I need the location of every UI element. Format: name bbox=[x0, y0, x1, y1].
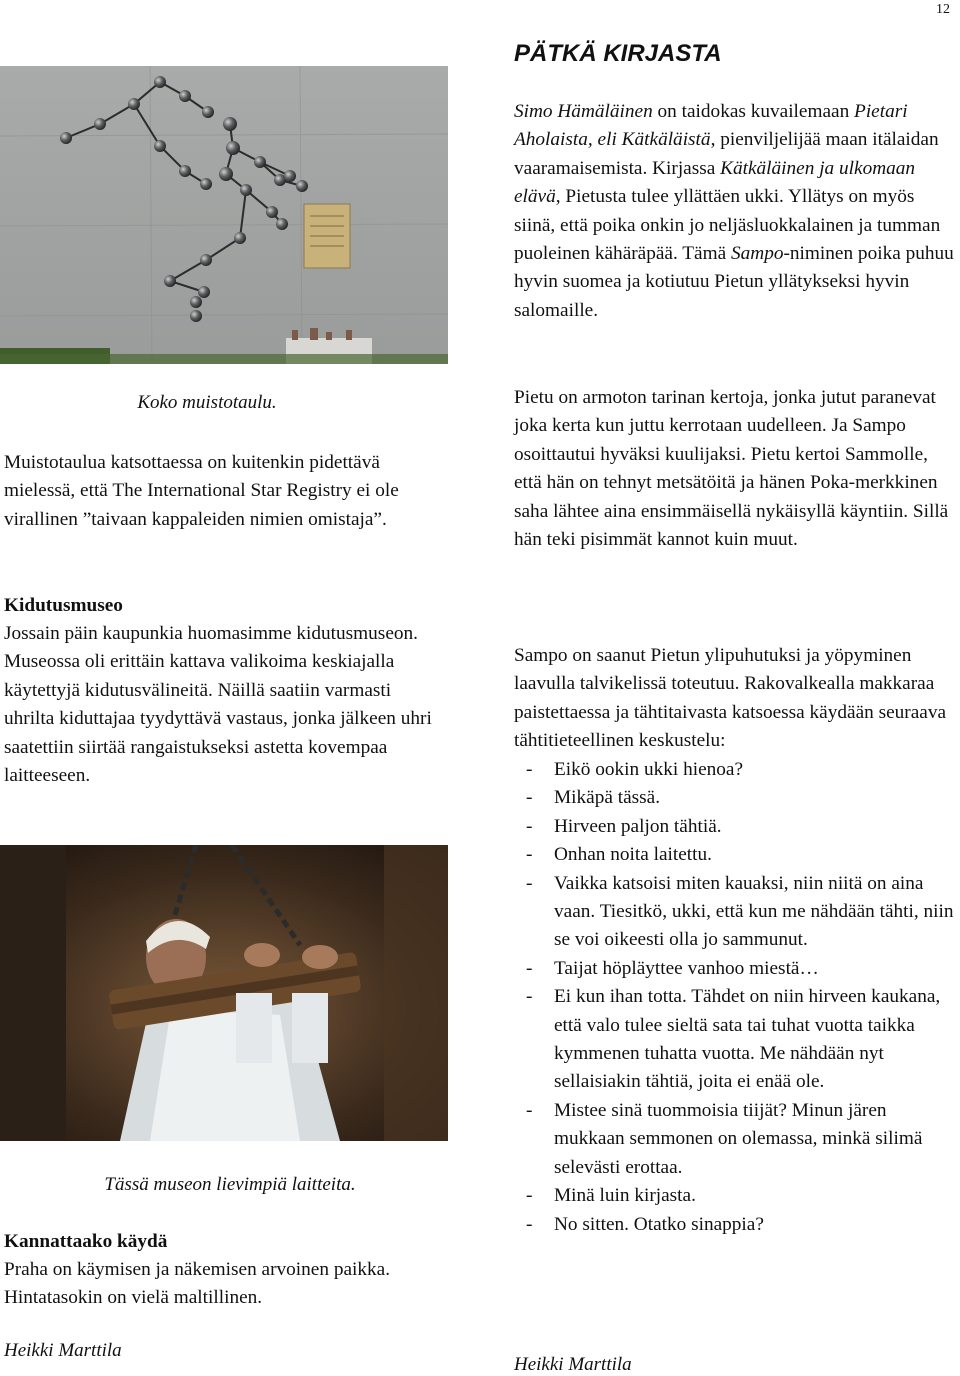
dialogue-line: - Eikö ookin ukki hienoa? bbox=[514, 756, 958, 784]
dash-marker: - bbox=[526, 1185, 533, 1207]
memorial-caption: Koko muistotaulu. bbox=[137, 392, 277, 413]
museum-caption: Tässä museon lievimpiä laitteita. bbox=[104, 1174, 356, 1195]
sampo-name: Sampo bbox=[731, 243, 784, 265]
museum-heading: Kidutusmuseo bbox=[4, 595, 123, 616]
memorial-wall-illustration bbox=[0, 66, 448, 364]
intro-text: , Pietusta tulee yllättäen ukki. Yllätys on myös siinä, että poika onkin jo neljäsluokkalainen ja tumman puoleinen kähäräpää. Tämä bbox=[514, 186, 941, 265]
camping-paragraph: Sampo on saanut Pietun ylipuhutuksi ja yöpyminen laavulla talvikelissä toteutuu. Rakovalkealla makkaraa paistettaessa ja tähtitaivasta katsoessa käydään seuraava tähtitieteellinen keskustelu: bbox=[514, 645, 947, 752]
book-hero: Pietari Aholaista, eli Kätkäläistä bbox=[514, 101, 908, 151]
dash-marker: - bbox=[526, 872, 533, 894]
dialogue-list bbox=[514, 756, 958, 1239]
worth-paragraph: Praha on käymisen ja näkemisen arvoinen paikka. Hintatasokin on vielä maltillinen. bbox=[4, 1259, 391, 1309]
article-title: PÄTKÄ KIRJASTA bbox=[514, 40, 722, 67]
dialogue-line: - Mistee sinä tuommoisia tiijät? Minun jären mukkaan semmonen on olemassa, minkä silimä selevästi erottaa. bbox=[514, 1097, 958, 1182]
dash-marker: - bbox=[526, 815, 533, 837]
dialogue-line: - Vaikka katsoisi miten kauaksi, niin niitä on aina vaan. Tiesitkö, ukki, että kun me nähdään tähti, niin se voi oikeesti olla jo sammunut. bbox=[514, 870, 958, 955]
book-title: Kätkäläinen ja ulkomaan elävä bbox=[514, 157, 916, 208]
dash-marker: - bbox=[526, 1099, 533, 1121]
dialogue-line: - Ei kun ihan totta. Tähdet on niin hirveen kaukana, että valo tulee sieltä sata tai tuhat vuotta taikka kymmenen tuhatta vuotta. Me nähdään nyt sellaisiakin tähtiä, joita ei enää ole. bbox=[514, 983, 958, 1097]
dialogue-line: - No sitten. Otatko sinappia? bbox=[514, 1211, 958, 1239]
museum-exhibit-photo bbox=[0, 845, 448, 1141]
museum-exhibit-illustration bbox=[0, 845, 448, 1141]
dash-marker: - bbox=[526, 957, 533, 979]
intro-paragraph bbox=[514, 98, 958, 325]
dialogue-line: - Hirveen paljon tähtiä. bbox=[514, 813, 958, 841]
dialogue-line: - Mikäpä tässä. bbox=[514, 784, 958, 812]
dialogue-line: - Minä luin kirjasta. bbox=[514, 1182, 958, 1210]
right-author: Heikki Marttila bbox=[514, 1354, 632, 1375]
dash-marker: - bbox=[526, 986, 533, 1008]
intro-text: -niminen poika puhuu hyvin suomea ja kotiutuu Pietun yllätykseksi hyvin salomaille. bbox=[514, 243, 954, 321]
storyteller-paragraph: Pietu on armoton tarinan kertoja, jonka jutut paranevat joka kerta kun juttu kerrotaan uudelleen. Ja Sampo osoittautui hyväksi kuulijaksi. Pietu kertoi Sammolle, että hän on tehnyt metsätöitä ja hänen Poka-merkkinen saha lähtee aina ensimmäisellä nykäisyllä käyntiin. Sillä hän teki pisimmät kannot kuin muut. bbox=[514, 387, 949, 551]
dialogue-line: - Onhan noita laitettu. bbox=[514, 841, 958, 869]
dash-marker: - bbox=[526, 759, 533, 780]
registry-paragraph: Muistotaulua katsottaessa on kuitenkin pidettävä mielessä, että The International Star Registry ei ole virallinen ”taivaan kappaleiden nimien omistaja”. bbox=[4, 452, 399, 530]
intro-text: on taidokas kuvailemaan bbox=[652, 101, 855, 122]
memorial-wall-photo bbox=[0, 66, 448, 364]
dialogue-line: - Taijat höpläyttee vanhoo miestä… bbox=[514, 955, 958, 983]
page-number: 12 bbox=[936, 2, 950, 17]
dash-marker: - bbox=[526, 787, 533, 809]
author-name: Simo Hämäläinen bbox=[514, 101, 653, 122]
dash-marker: - bbox=[526, 1213, 533, 1235]
dash-marker: - bbox=[526, 844, 533, 866]
left-author: Heikki Marttila bbox=[4, 1340, 122, 1361]
intro-text: , pienviljelijää maan itälaidan vaaramaisemista. Kirjassa bbox=[514, 129, 939, 179]
museum-paragraph: Jossain päin kaupunkia huomasimme kidutusmuseon. Museossa oli erittäin kattava valikoima keskiajalla käytettyjä kidutusvälineitä. Näillä saatiin varmasti uhrilta kiduttajaa tyydyttävä vastaus, jonka jälkeen uhri saatettiin siirtää rangaistukseksi astetta kovempaa laitteeseen. bbox=[4, 623, 432, 787]
worth-heading: Kannattaako käydä bbox=[4, 1231, 168, 1252]
